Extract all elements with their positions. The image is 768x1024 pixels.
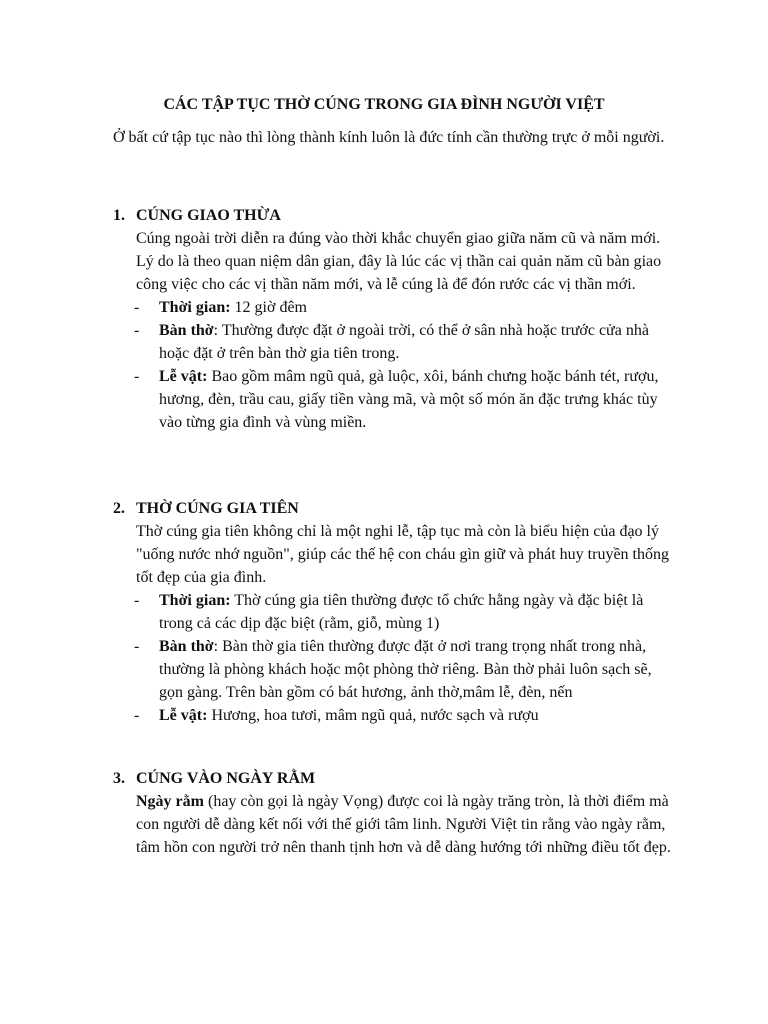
bullet-dash: -	[134, 638, 140, 655]
bullet-text: Bao gồm mâm ngũ quả, gà luộc, xôi, bánh chưng hoặc bánh tét, rượu, hương, đèn, trầu cau, giấy tiền vàng mã, và một số món ăn đặc trưng khác tùy vào từng gia đình và vùng miền.	[159, 368, 659, 431]
section-heading	[113, 497, 678, 520]
section-heading-text: CÚNG GIAO THỪA	[136, 207, 281, 224]
section-number: 3.	[113, 770, 125, 787]
bullet-label: Lễ vật:	[159, 707, 208, 724]
section-tho-cung-gia-tien	[113, 497, 678, 727]
bullet-dash: -	[134, 322, 140, 339]
paragraph-body: (hay còn gọi là ngày Vọng) được coi là ngày trăng tròn, là thời điểm mà con người dễ dàng kết nối với thế giới tâm linh. Người Việt tin rằng vào ngày rằm, tâm hồn con người trở nên thanh tịnh hơn và dễ dàng hướng tới những điều tốt đẹp.	[136, 793, 671, 856]
section-number: 1.	[113, 207, 125, 224]
bullet-item-le-vat	[113, 365, 678, 434]
bullet-item-thoi-gian	[113, 296, 678, 319]
bullet-item-thoi-gian	[113, 589, 678, 635]
bullet-item-ban-tho	[113, 319, 678, 365]
bullet-text: : Bàn thờ gia tiên thường được đặt ở nơi trang trọng nhất trong nhà, thường là phòng khách hoặc một phòng thờ riêng. Bàn thờ phải luôn sạch sẽ, gọn gàng. Trên bàn gồm có bát hương, ảnh thờ,mâm lễ, đèn, nến	[159, 638, 652, 701]
bullet-label: Thời gian:	[159, 592, 231, 609]
bullet-label: Thời gian:	[159, 299, 231, 316]
bullet-dash: -	[134, 592, 140, 609]
section-heading-text: CÚNG VÀO NGÀY RẰM	[136, 770, 316, 787]
bullet-dash: -	[134, 299, 140, 316]
section-heading	[113, 767, 678, 790]
bullet-text: Thờ cúng gia tiên thường được tổ chức hằng ngày và đặc biệt là trong cả các dịp đặc biệt (rằm, giỗ, mùng 1)	[159, 592, 644, 632]
bullet-item-ban-tho	[113, 635, 678, 704]
section-paragraph	[136, 790, 676, 859]
bullet-label: Bàn thờ	[159, 638, 214, 655]
bullet-text: Hương, hoa tươi, mâm ngũ quả, nước sạch và rượu	[207, 707, 539, 724]
bullet-dash: -	[134, 707, 140, 724]
bullet-text: : Thường được đặt ở ngoài trời, có thể ở sân nhà hoặc trước cửa nhà hoặc đặt ở trên bàn thờ gia tiên trong.	[159, 322, 649, 362]
section-cung-ngay-ram	[113, 767, 678, 859]
section-paragraph: Thờ cúng gia tiên không chỉ là một nghi lễ, tập tục mà còn là biểu hiện của đạo lý "uống nước nhớ nguồn", giúp các thế hệ con cháu gìn giữ và phát huy truyền thống tốt đẹp của gia đình.	[136, 523, 669, 586]
section-paragraph: Cúng ngoài trời diễn ra đúng vào thời khắc chuyển giao giữa năm cũ và năm mới. Lý do là theo quan niệm dân gian, đây là lúc các vị thần cai quản năm cũ bàn giao công việc cho các vị thần năm mới, và lễ cúng là để đón rước các vị thần mới.	[136, 230, 662, 293]
section-heading	[113, 204, 678, 227]
bullet-text: 12 giờ đêm	[230, 299, 307, 316]
paragraph-lead: Ngày rằm	[136, 793, 204, 810]
bullet-list	[113, 589, 678, 727]
bullet-label: Lễ vật:	[159, 368, 208, 385]
section-cung-giao-thua	[113, 204, 678, 434]
bullet-item-le-vat	[113, 704, 678, 727]
intro-paragraph: Ở bất cứ tập tục nào thì lòng thành kính luôn là đức tính cần thường trực ở mỗi người.	[113, 129, 665, 146]
bullet-label: Bàn thờ	[159, 322, 214, 339]
section-heading-text: THỜ CÚNG GIA TIÊN	[136, 500, 299, 517]
document-title: CÁC TẬP TỤC THỜ CÚNG TRONG GIA ĐÌNH NGƯỜI VIỆT	[163, 96, 605, 113]
bullet-dash: -	[134, 368, 140, 385]
section-number: 2.	[113, 500, 125, 517]
bullet-list	[113, 296, 678, 434]
